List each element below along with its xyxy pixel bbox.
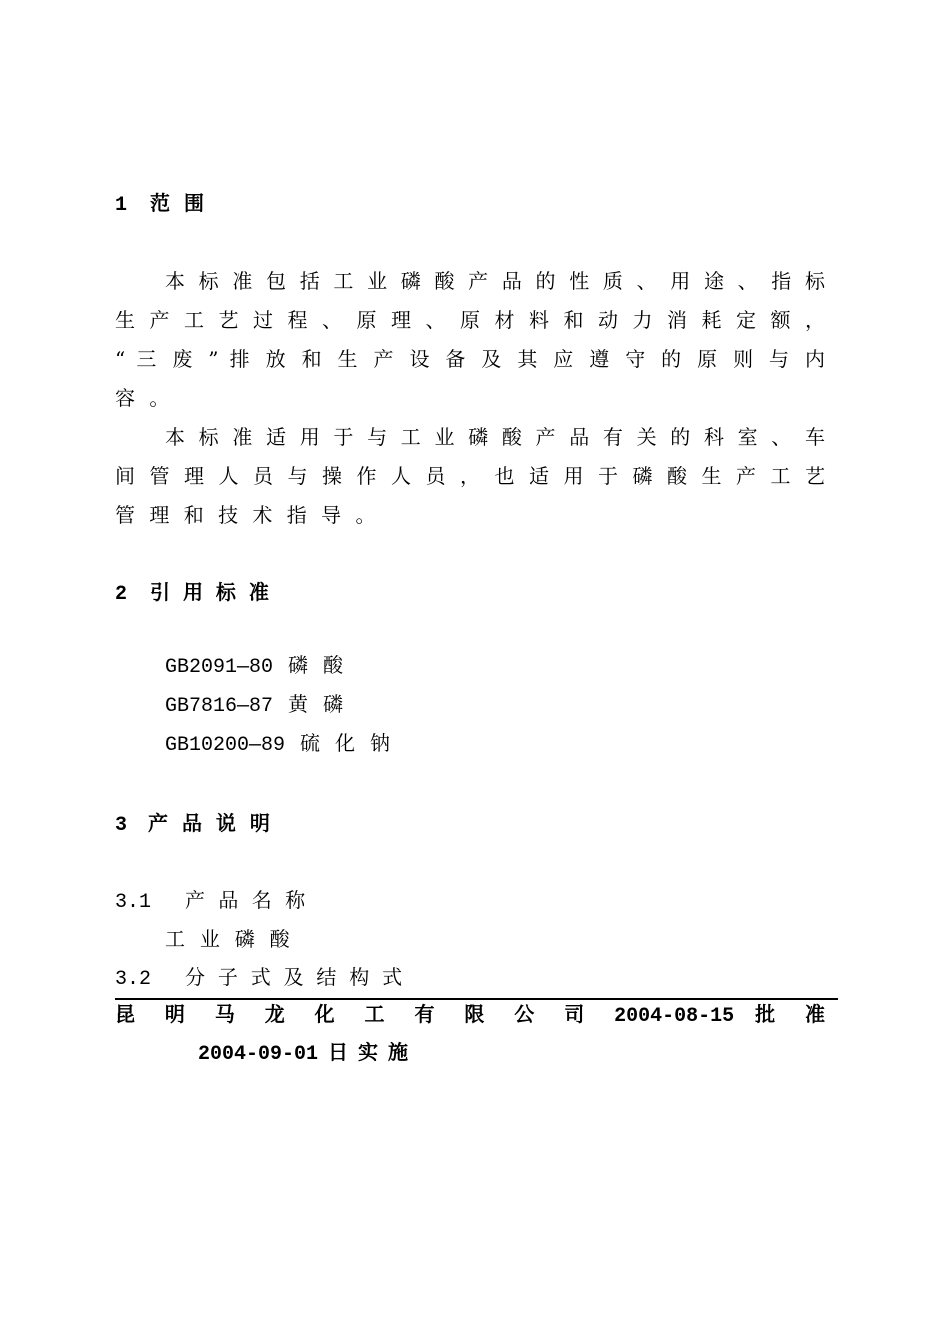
- subsection-3-1-heading: [115, 885, 305, 915]
- reference-item: GB2091—80 磷 酸: [165, 656, 344, 679]
- footer-divider: [115, 998, 838, 1000]
- footer-implementation-line: 2004-09-01 日 实 施: [198, 1043, 409, 1066]
- paragraph-1-line-2: 生 产 工 艺 过 程 、 原 理 、 原 材 料 和 动 力 消 耗 定 额 ，: [115, 308, 825, 332]
- section-3-title: 产 品 说 明: [148, 811, 270, 835]
- section-2-number: 2: [115, 583, 128, 606]
- paragraph-2-line-2: 间 管 理 人 员 与 操 作 人 员 ， 也 适 用 于 磷 酸 生 产 工 艺: [115, 464, 825, 488]
- paragraph-1-line-1: 本 标 准 包 括 工 业 磷 酸 产 品 的 性 质 、 用 途 、 指 标: [165, 269, 825, 293]
- paragraph-2-line-1: 本 标 准 适 用 于 与 工 业 磷 酸 产 品 有 关 的 科 室 、 车: [165, 425, 825, 449]
- subsection-3-2-heading: [115, 962, 402, 992]
- paragraph-1-line-3: “ 三 废 ” 排 放 和 生 产 设 备 及 其 应 遵 守 的 原 则 与 内: [115, 347, 825, 371]
- subsection-3-1-number: 3.1: [115, 891, 152, 914]
- section-3-number: 3: [115, 814, 128, 837]
- section-1-number: 1: [115, 194, 128, 217]
- section-2-heading: [115, 577, 269, 607]
- subsection-3-1-body: 工 业 磷 酸: [165, 927, 290, 951]
- section-1-title: 范 围: [150, 191, 204, 215]
- reference-item: GB10200—89 硫 化 钠: [165, 734, 391, 757]
- footer-approval-line: 昆 明 马 龙 化 工 有 限 公 司 2004-08-15 批 准: [115, 1005, 825, 1028]
- subsection-3-2-number: 3.2: [115, 968, 152, 991]
- section-1-heading: [115, 188, 204, 218]
- subsection-3-2-title: 分 子 式 及 结 构 式: [185, 965, 403, 989]
- reference-item: GB7816—87 黄 磷: [165, 695, 344, 718]
- subsection-3-1-title: 产 品 名 称: [185, 888, 306, 912]
- section-2-title: 引 用 标 准: [150, 580, 269, 604]
- section-3-heading: [115, 808, 270, 838]
- paragraph-2-line-3: 管 理 和 技 术 指 导 。: [115, 503, 376, 527]
- paragraph-1-line-4: 容 。: [115, 386, 170, 410]
